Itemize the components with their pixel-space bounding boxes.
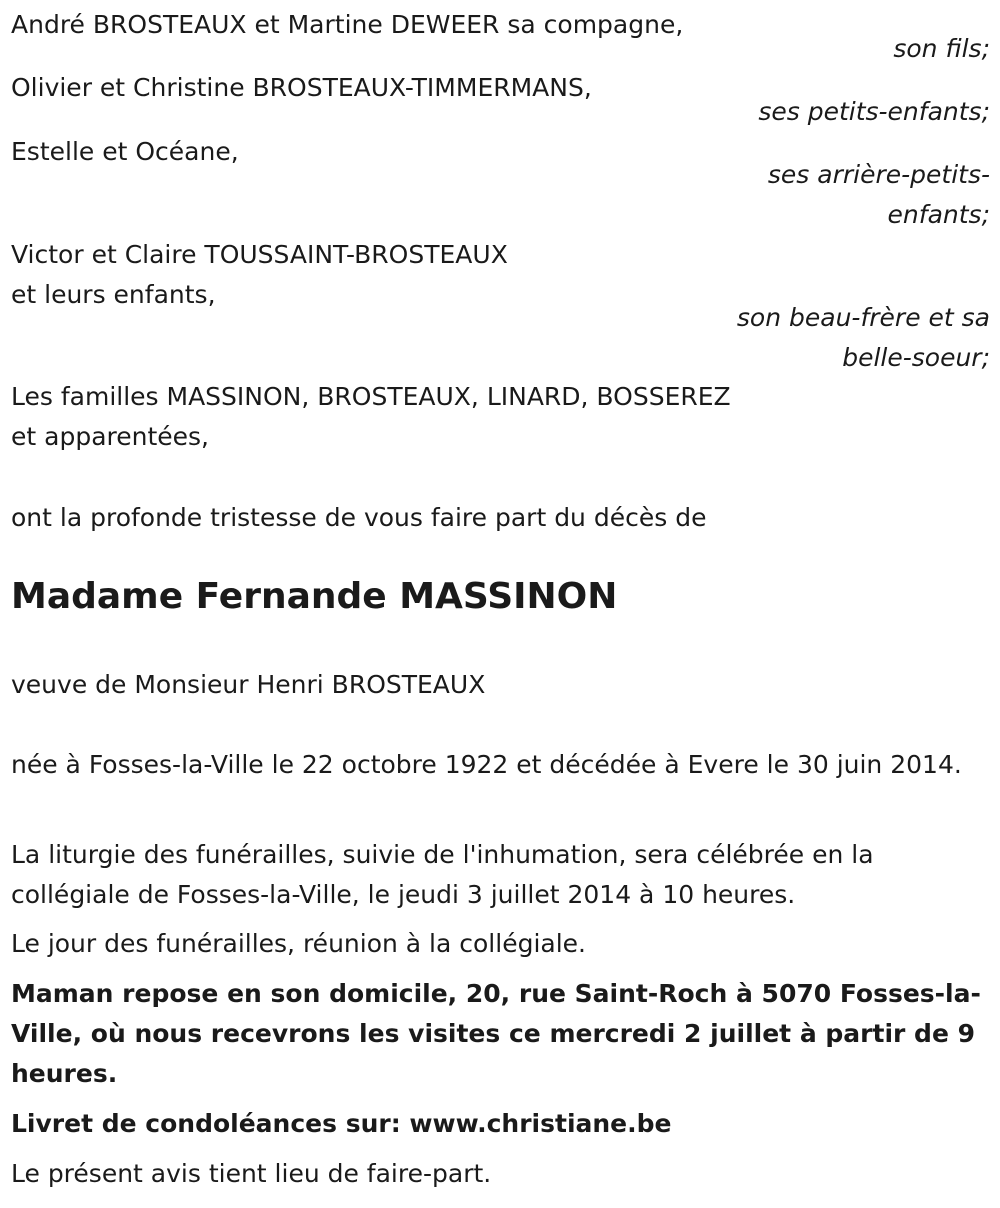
family-names-olivier: Olivier et Christine BROSTEAUX-TIMMERMANS, (11, 73, 592, 102)
relation-son-fils: son fils; (893, 34, 990, 63)
relation-beau-frere-2: belle-soeur; (842, 343, 990, 372)
birth-death-info: née à Fosses-la-Ville le 22 octobre 1922 et décédée à Evere le 30 juin 2014. (11, 750, 962, 779)
visitation-info: Maman repose en son domicile, 20, rue Saint-Roch à 5070 Fosses-la-Ville, où nous recevrons les visites ce mercredi 2 juillet à partir de 9 heures. (11, 979, 981, 1088)
notice-text: Le présent avis tient lieu de faire-part. (11, 1159, 492, 1188)
family-names-estelle: Estelle et Océane, (11, 137, 239, 166)
relation-arriere-petits-enfants-1: ses arrière-petits- (767, 160, 990, 189)
reunion-info: Le jour des funérailles, réunion à la collégiale. (11, 929, 586, 958)
relation-arriere-petits-enfants-2: enfants; (887, 200, 990, 229)
family-names-leurs-enfants: et leurs enfants, (11, 280, 216, 309)
widow-of: veuve de Monsieur Henri BROSTEAUX (11, 670, 486, 699)
deceased-name: Madame Fernande MASSINON (11, 576, 618, 617)
family-names-andre: André BROSTEAUX et Martine DEWEER sa compagne, (11, 10, 684, 39)
family-names-apparentees: et apparentées, (11, 422, 209, 451)
family-names-victor: Victor et Claire TOUSSAINT-BROSTEAUX (11, 240, 508, 269)
family-names-familles: Les familles MASSINON, BROSTEAUX, LINARD, BOSSEREZ (11, 382, 731, 411)
announcement-intro: ont la profonde tristesse de vous faire part du décès de (11, 503, 707, 532)
relation-petits-enfants: ses petits-enfants; (758, 97, 990, 126)
condolences-info: Livret de condoléances sur: www.christiane.be (11, 1109, 672, 1138)
liturgy-info: La liturgie des funérailles, suivie de l'inhumation, sera célébrée en la collégiale de Fosses-la-Ville, le jeudi 3 juillet 2014 à 10 heures. (11, 840, 874, 909)
relation-beau-frere-1: son beau-frère et sa (736, 303, 990, 332)
